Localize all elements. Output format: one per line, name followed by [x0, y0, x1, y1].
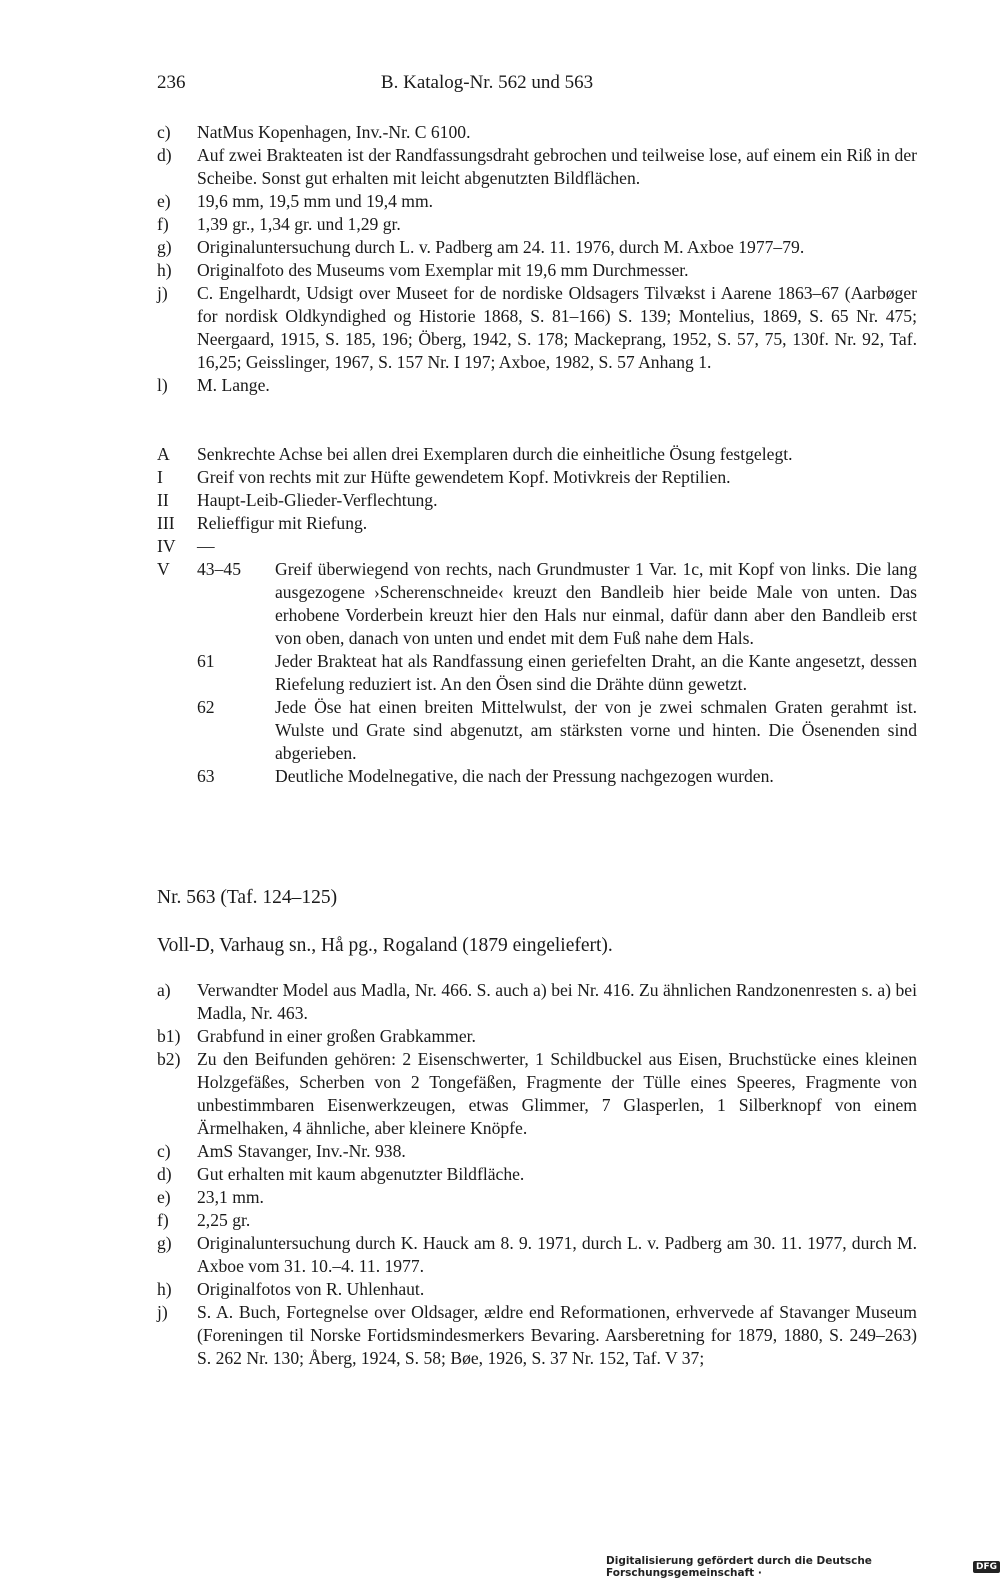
item-label: d) — [157, 1164, 172, 1184]
item-text: Verwandter Model aus Madla, Nr. 466. S. auch a) bei Nr. 416. Zu ähnlichen Randzonenresten s. a) bei Madla, Nr. 463. — [197, 980, 917, 1023]
row-number: 43–45 — [197, 559, 241, 579]
row-text: Deutliche Modelnegative, die nach der Pressung nachgezogen wurden. — [275, 766, 774, 786]
list-item — [157, 1163, 917, 1186]
section-v — [157, 558, 917, 788]
description-list — [157, 443, 917, 558]
item-label: b2) — [157, 1049, 181, 1069]
row-number: 61 — [197, 651, 215, 671]
item-text: Gut erhalten mit kaum abgenutzter Bildfläche. — [197, 1164, 525, 1184]
list-item — [157, 282, 917, 374]
item-label: a) — [157, 980, 171, 1000]
item-label: c) — [157, 1141, 171, 1161]
section-v-row — [157, 696, 917, 765]
item-text: C. Engelhardt, Udsigt over Museet for de nordiske Oldsagers Tilvækst i Aarene 1863–67 (Aarbøger for nordisk Oldkyndighed og Historie 1868, S. 81–166) S. 139; Montelius, 1869, S. 65 Nr. 475; Neergaard, 1915, S. 185, 196; Öberg, 1942, S. 178; Mackeprang, 1952, S. 57, 75, 130f. Nr. 92, Taf. 16,25; Geisslinger, 1967, S. 157 Nr. I 197; Axboe, 1982, S. 57 Anhang 1. — [197, 283, 917, 372]
item-label: j) — [157, 283, 168, 303]
item-text: Originalfoto des Museums vom Exemplar mit 19,6 mm Durchmesser. — [197, 260, 689, 280]
list-item — [157, 121, 917, 144]
list-item — [157, 1186, 917, 1209]
item-label: I — [157, 467, 163, 487]
item-text: Greif von rechts mit zur Hüfte gewendetem Kopf. Motivkreis der Reptilien. — [197, 467, 731, 487]
list-item — [157, 213, 917, 236]
list-item — [157, 443, 917, 466]
page-number: 236 — [157, 72, 186, 93]
item-label: g) — [157, 237, 172, 257]
list-item — [157, 259, 917, 282]
item-text: AmS Stavanger, Inv.-Nr. 938. — [197, 1141, 406, 1161]
item-label: c) — [157, 122, 171, 142]
list-item — [157, 1301, 917, 1370]
row-text: Greif überwiegend von rechts, nach Grundmuster 1 Var. 1c, mit Kopf von links. Die lang ausgezogene ›Scherenschneide‹ kreuzt den Bandleib hier beide Male von unten. Das erhobene Vorderbein kreuzt hier den Hals nur einmal, dafür dann aber den Bandleib erst von oben, danach von unten und endet mit dem Fuß nahe dem Hals. — [275, 559, 917, 648]
item-text: Grabfund in einer großen Grabkammer. — [197, 1026, 476, 1046]
list-item — [157, 190, 917, 213]
item-label: e) — [157, 191, 171, 211]
page-header — [157, 72, 917, 102]
item-label: h) — [157, 1279, 172, 1299]
list-item — [157, 1140, 917, 1163]
row-number: 63 — [197, 766, 215, 786]
item-text: Originaluntersuchung durch K. Hauck am 8. 9. 1971, durch L. v. Padberg am 30. 11. 1977, durch M. Axboe vom 31. 10.–4. 11. 1977. — [197, 1233, 917, 1276]
section-v-row — [157, 650, 917, 696]
item-text: Haupt-Leib-Glieder-Verflechtung. — [197, 490, 438, 510]
running-head: B. Katalog-Nr. 562 und 563 — [380, 72, 594, 93]
item-label: b1) — [157, 1026, 181, 1046]
list-item — [157, 535, 917, 558]
list-item — [157, 1048, 917, 1140]
item-label: IV — [157, 536, 176, 556]
entry-list-562 — [157, 121, 917, 397]
entry-list-563 — [157, 979, 917, 1370]
list-item — [157, 512, 917, 535]
list-item — [157, 374, 917, 397]
item-label: g) — [157, 1233, 172, 1253]
item-text: — — [197, 536, 215, 556]
item-text: Zu den Beifunden gehören: 2 Eisenschwerter, 1 Schildbuckel aus Eisen, Bruchstücke eines kleinen Holzgefäßes, Scherben von 2 Tongefäßen, Fragmente der Tülle eines Speeres, Fragmente von unbestimmbaren Eisenwerkzeugen, etwas Glimmer, 7 Glasperlen, 1 Silberknopf von einem Ärmelhaken, 4 ähnliche, aber kleinere Knöpfe. — [197, 1049, 917, 1138]
item-text: M. Lange. — [197, 375, 270, 395]
item-label: h) — [157, 260, 172, 280]
item-label: e) — [157, 1187, 171, 1207]
item-text: Auf zwei Brakteaten ist der Randfassungsdraht gebrochen und teilweise lose, auf einem ein Riß in der Scheibe. Sonst gut erhalten mit leicht abgenutzten Bildflächen. — [197, 145, 917, 188]
row-text: Jeder Brakteat hat als Randfassung einen geriefelten Draht, an die Kante angesetzt, dessen Riefelung reduziert ist. An den Ösen sind die Drähte dünn gewetzt. — [275, 651, 917, 694]
item-text: Senkrechte Achse bei allen drei Exemplaren durch die einheitliche Ösung festgelegt. — [197, 444, 793, 464]
find-location: Voll-D, Varhaug sn., Hå pg., Rogaland (1879 eingeliefert). — [157, 935, 613, 956]
item-label: A — [157, 444, 170, 464]
section-v-row — [157, 765, 917, 788]
item-text: S. A. Buch, Fortegnelse over Oldsager, ældre end Reformationen, erhvervede af Stavanger Museum (Foreningen til Norske Fortidsmindesmerkers Bevaring. Aarsberetning for 1879, 1880, S. 249–263) S. 262 Nr. 130; Åberg, 1924, S. 58; Bøe, 1926, S. 37 Nr. 152, Taf. V 37; — [197, 1302, 917, 1368]
list-item — [157, 236, 917, 259]
footer-text: Digitalisierung gefördert durch die Deutsche Forschungsgemeinschaft · — [606, 1555, 872, 1579]
list-item — [157, 1209, 917, 1232]
item-text: 2,25 gr. — [197, 1210, 251, 1230]
list-item — [157, 466, 917, 489]
item-text: 23,1 mm. — [197, 1187, 264, 1207]
list-item — [157, 1232, 917, 1278]
dfg-logo-icon: DFG — [973, 1561, 1000, 1573]
list-item — [157, 1278, 917, 1301]
list-item — [157, 144, 917, 190]
item-text: NatMus Kopenhagen, Inv.-Nr. C 6100. — [197, 122, 471, 142]
digitization-footer — [606, 1555, 1000, 1579]
list-item — [157, 1025, 917, 1048]
item-text: 1,39 gr., 1,34 gr. und 1,29 gr. — [197, 214, 401, 234]
list-item — [157, 489, 917, 512]
item-label: f) — [157, 214, 169, 234]
list-item — [157, 979, 917, 1025]
item-label: II — [157, 490, 169, 510]
entry-title: Nr. 563 (Taf. 124–125) — [157, 887, 338, 908]
row-text: Jede Öse hat einen breiten Mittelwulst, der von je zwei schmalen Graten gerahmt ist. Wulste und Grate sind abgenutzt, am stärksten vorne und hinten. Die Ösenenden sind abgerieben. — [275, 697, 917, 763]
section-v-label: V — [157, 559, 170, 579]
item-label: j) — [157, 1302, 168, 1322]
item-text: Originaluntersuchung durch L. v. Padberg am 24. 11. 1976, durch M. Axboe 1977–79. — [197, 237, 805, 257]
item-text: Relieffigur mit Riefung. — [197, 513, 368, 533]
item-label: l) — [157, 375, 168, 395]
row-number: 62 — [197, 697, 215, 717]
item-label: III — [157, 513, 175, 533]
section-v-row — [157, 558, 917, 650]
item-label: d) — [157, 145, 172, 165]
item-text: Originalfotos von R. Uhlenhaut. — [197, 1279, 425, 1299]
item-text: 19,6 mm, 19,5 mm und 19,4 mm. — [197, 191, 434, 211]
item-label: f) — [157, 1210, 169, 1230]
